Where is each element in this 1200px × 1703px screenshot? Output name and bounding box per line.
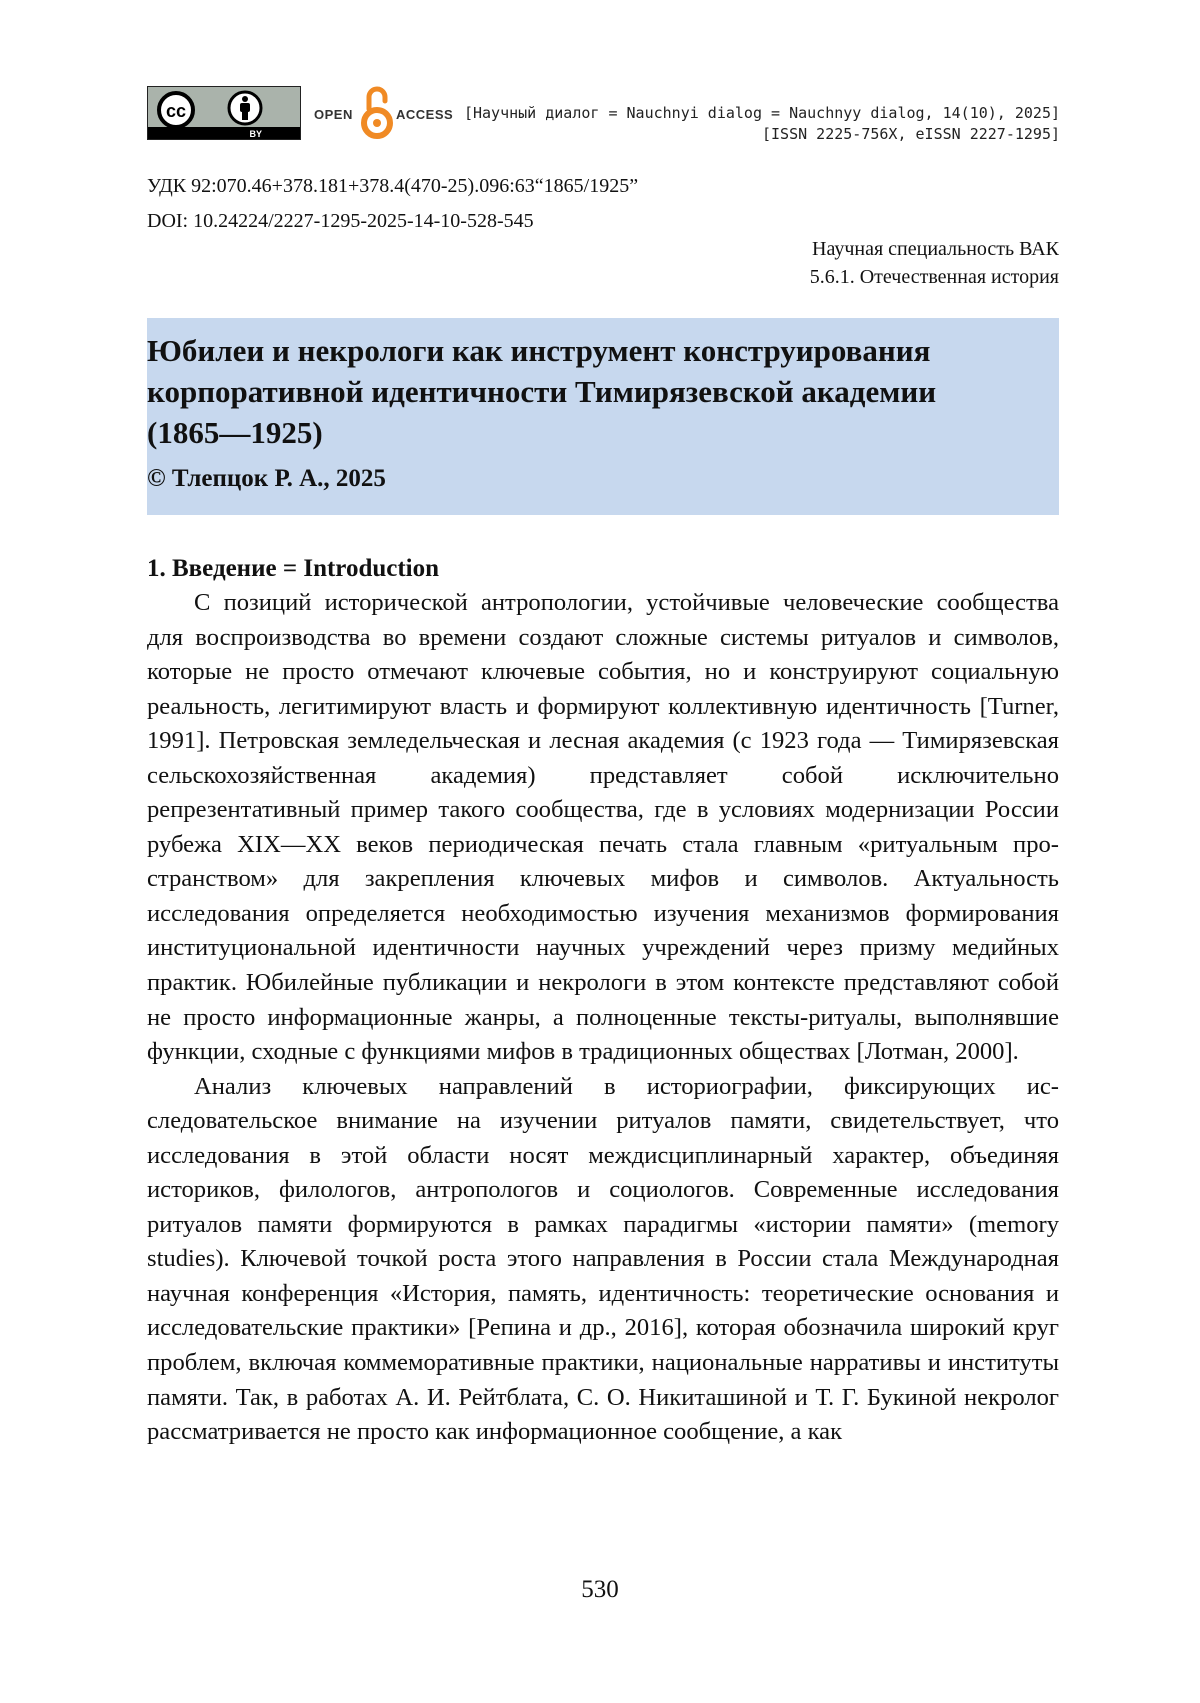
open-access-word-access: ACCESS — [396, 107, 454, 122]
open-access-word-open: OPEN — [314, 107, 353, 122]
article-title-line: корпоративной идентичности Тимирязевской академии — [147, 374, 937, 409]
open-access-logo — [314, 85, 464, 141]
journal-reference: [Научный диалог = Nauchnyi dialog = Nauchnyy dialog, 14(10), 2025] — [463, 104, 1060, 122]
body-paragraph: Анализ ключевых направлений в историографии, фиксирующих исследовательское внимание на изучении ритуалов памяти, свидетельствует, что исследования в этой области носят междисциплинарный характер, объединяя историков, филологов, антропологов и социологов. Современные исследования ритуалов памяти формируются в рамках парадигмы «истории памяти» (memory studies). Ключевой точкой роста этого направления в России стала Международная научная конференция «История, память, идентичность: теоретические основания и исследовательские практики» [Репина и др., 2016], которая обозначила широкий круг проблем, включая коммеморативные практики, национальные нарративы и институты памяти. Так, в работах А. И. Рейтблата, С. О. Никиташиной и Т. Г. Букиной некролог рассматривается не просто как информационное сообщение, а как — [147, 1072, 1059, 1446]
article-body — [147, 552, 1059, 1450]
section-heading: 1. Введение = Introduction — [147, 555, 440, 582]
svg-text:cc: cc — [165, 101, 187, 121]
article-title-line: (1865—1925) — [147, 415, 323, 450]
udk-code: УДК 92:070.46+378.181+378.4(470-25).096:63“1865/1925” — [147, 175, 639, 197]
article-title-line: Юбилеи и некрологи как инструмент конструирования — [147, 333, 931, 368]
attribution-person-icon — [226, 89, 264, 127]
body-paragraph: С позиций исторической антропологии, устойчивые человеческие сообщества для воспроизводства во времени создают сложные системы ритуалов и символов, которые не просто отмечают ключевые события, но и конструируют социальную реальность, легитимируют власть и формируют коллективную идентичность [Turner, 1991]. Петровская земледельческая и лесная академия (с 1923 года — Тимирязевская сельскохозяйственная академия) представляет собой исключительно репрезентативный пример такого сообщества, где в условиях модернизации России рубежа XIX—XX веков периодическая печать стала главным «ритуальным пространством» для закрепления ключевых мифов и символов. Актуальность исследования определяется необходимостью изучения механизмов формирования институциональной идентичности научных учреждений через призму медийных практик. Юбилейные публикации и некрологи в этом контексте представляют собой не просто информационные жанры, а полноценные тексты-ритуалы, выполнявшие функции, сходные с функциями мифов в традиционных обществах [Лотман, 2000]. — [147, 589, 1059, 1066]
article-title — [147, 330, 1059, 453]
badge-strip — [148, 127, 300, 139]
article-author: © Тлепцок Р. А., 2025 — [147, 465, 386, 492]
vak-specialty-value: 5.6.1. Отечественная история — [809, 266, 1059, 288]
open-access-lock-icon — [360, 85, 394, 141]
badge-by-text: BY — [249, 129, 262, 139]
doi: DOI: 10.24224/2227-1295-2025-14-10-528-545 — [147, 210, 534, 232]
vak-specialty-label: Научная специальность ВАК — [812, 238, 1059, 260]
article-title-block — [147, 318, 1059, 515]
page-number: 530 — [581, 1576, 619, 1603]
journal-issn: [ISSN 2225-756X, eISSN 2227-1295] — [761, 125, 1060, 143]
cc-by-license-badge — [147, 86, 301, 140]
creative-commons-icon — [156, 90, 196, 130]
